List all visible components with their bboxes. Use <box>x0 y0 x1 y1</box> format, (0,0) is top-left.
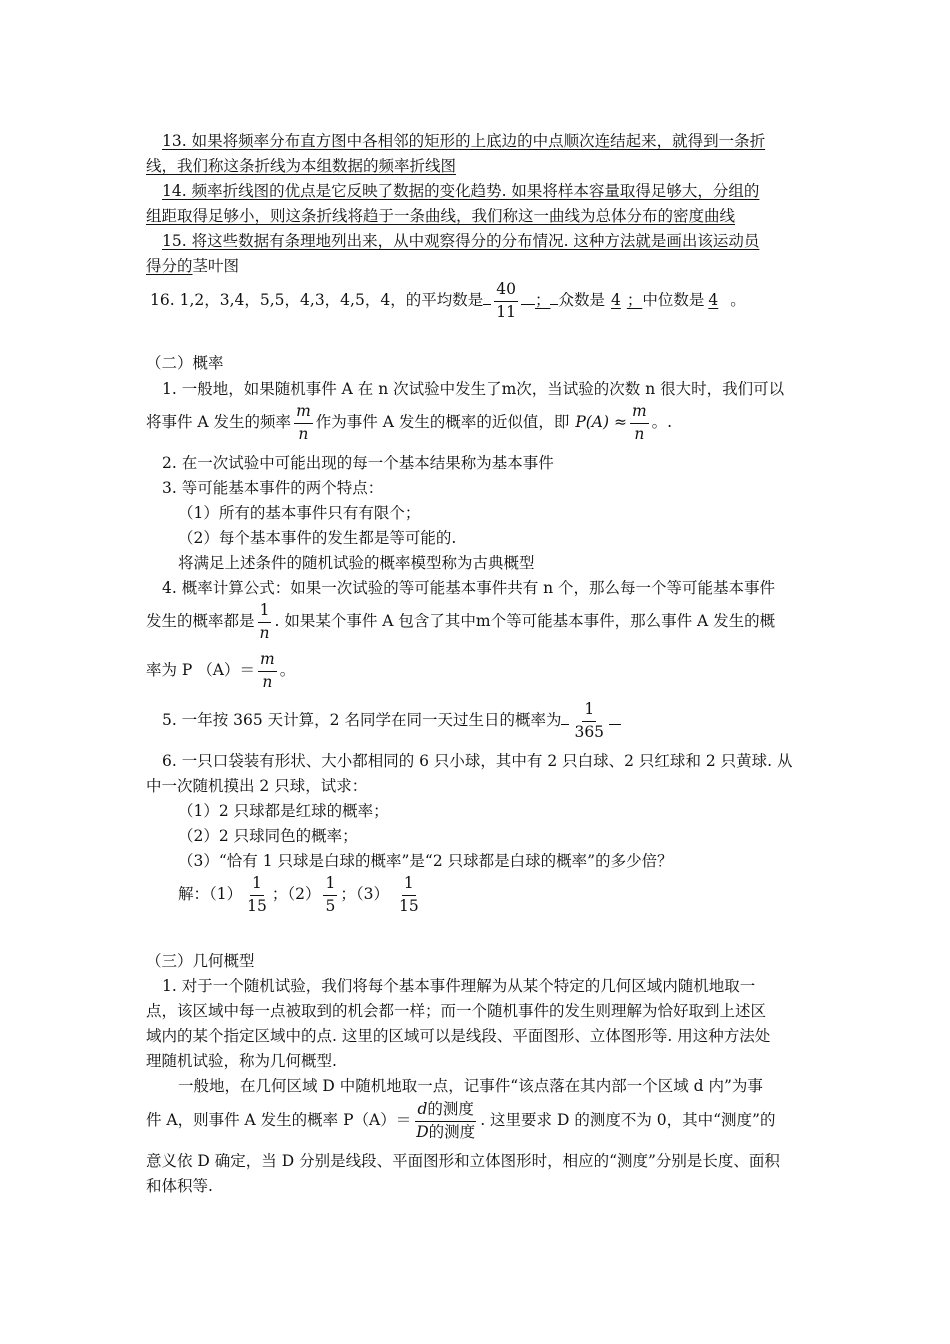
prob-4-formula-lead: 率为 P （A）＝ <box>146 661 255 679</box>
geo-1-line-4 <box>146 1050 337 1072</box>
item-16-lead: 16. 1,2，3,4，5,5，4,3，4,5，4，的平均数是 <box>150 291 484 309</box>
prob-1-text-mid: 作为事件 A 发生的概率的近似值，即 <box>315 413 570 431</box>
prob-6-q2-text: （2）2 只球同色的概率； <box>178 827 358 845</box>
geo-1-text-a: 1. 对于一个随机试验，我们将每个基本事件理解为从某个特定的几何区域内随机地取一 <box>162 977 756 995</box>
median-value: 4 <box>708 291 719 309</box>
birthday-fraction <box>572 702 606 740</box>
answer-2-numerator: 1 <box>323 876 337 896</box>
frequency-fraction <box>294 404 313 442</box>
geo-2-line-2 <box>146 1096 775 1144</box>
prob-2-text: 2. 在一次试验中可能出现的每一个基本结果称为基本事件 <box>162 454 554 472</box>
prob-1-text-lead: 将事件 A 发生的频率 <box>146 413 292 431</box>
geo-1-line-1 <box>162 975 755 997</box>
prob-3-item-1-text: （1）所有的基本事件只有有限个； <box>178 504 421 522</box>
measure-denominator-var: D <box>416 1122 429 1141</box>
item-13-text-a: 13. 如果将频率分布直方图中各相邻的矩形的上底边的中点顺次连结起来，就得到一条折 <box>162 132 766 150</box>
geo-2-text-a: 一般地，在几何区域 D 中随机地取一点，记事件“该点落在其内部一个区域 d 内”为事 <box>178 1077 763 1095</box>
geometry-heading-text: （三）几何概型 <box>146 952 255 970</box>
geo-2-formula-lead: 件 A，则事件 A 发生的概率 P（A）＝ <box>146 1111 412 1129</box>
item-16-line <box>150 280 746 320</box>
item-15-text-b-underlined: 得分的 <box>146 257 193 275</box>
prob-1-line-2 <box>146 400 672 444</box>
geo-2-text-d: 和体积等. <box>146 1177 213 1195</box>
approx-fraction <box>630 404 649 442</box>
prob-5-line <box>162 698 621 742</box>
prob-6-text-b: 中一次随机摸出 2 只球，试求： <box>146 777 368 795</box>
prob-3-line <box>162 477 383 499</box>
answer-3-numerator: 1 <box>402 876 416 896</box>
approx-numerator: m <box>630 404 649 424</box>
geo-1-text-d: 理随机试验，称为几何概型. <box>146 1052 337 1070</box>
geo-1-line-2 <box>146 1000 766 1022</box>
birthday-numerator: 1 <box>582 702 596 722</box>
prob-1-text-a: 1. 一般地，如果随机事件 A 在 n 次试验中发生了m次，当试验的次数 n 很大时，我们可以 <box>162 380 785 398</box>
median-label: 中位数是 <box>642 291 705 309</box>
measure-numerator-var: d <box>417 1100 428 1118</box>
measure-denominator-word: 的测度 <box>428 1122 476 1141</box>
prob-3-item-2-text: （2）每个基本事件的发生都是等可能的. <box>178 529 457 547</box>
equal-prob-numerator: 1 <box>258 603 272 623</box>
birthday-denominator: 365 <box>574 722 605 741</box>
geo-1-line-3 <box>146 1025 770 1047</box>
prob-6-q1-text: （1）2 只球都是红球的概率； <box>178 802 389 820</box>
answer-2-denominator: 5 <box>325 896 336 915</box>
section-geometry-heading <box>146 950 255 972</box>
mode-label: 众数是 <box>558 291 605 309</box>
prob-6-line-2 <box>146 775 367 797</box>
prob-4-text-rest: . 如果某个事件 A 包含了其中m个等可能基本事件，那么事件 A 发生的概 <box>274 612 776 630</box>
prob-1-line-1 <box>162 378 784 400</box>
answer-sep-1: ；（2） <box>271 885 321 903</box>
geo-2-line-1 <box>178 1075 763 1097</box>
item-14-text-a: 14. 频率折线图的优点是它反映了数据的变化趋势. 如果将样本容量取得足够大，分组的 <box>162 182 760 200</box>
prob-5-text: 5. 一年按 365 天计算，2 名同学在同一天过生日的概率为 <box>162 711 562 729</box>
answer-1-fraction <box>245 876 269 914</box>
prob-1-pa: P(A) ≈ <box>575 413 627 431</box>
equal-prob-fraction <box>258 603 272 641</box>
prob-2-line <box>162 452 554 474</box>
prob-6-question-1 <box>178 800 389 822</box>
probability-heading-text: （二）概率 <box>146 354 224 372</box>
item-14-text-b: 组距取得足够小，则这条折线将趋于一条曲线，我们称这一曲线为总体分布的密度曲线 <box>146 207 736 225</box>
classical-numerator: m <box>258 652 277 672</box>
approx-denominator: n <box>634 424 645 443</box>
geo-2-text-c: 意义依 D 确定，当 D 分别是线段、平面图形和立体图形时，相应的“测度”分别是长度、面积 <box>146 1152 780 1170</box>
answer-3-fraction <box>397 876 421 914</box>
prob-3-item-2 <box>178 527 456 549</box>
geo-2-text-rest: . 这里要求 D 的测度不为 0，其中“测度”的 <box>480 1111 776 1129</box>
geo-1-text-c: 域内的某个指定区域中的点. 这里的区域可以是线段、平面图形、立体图形等. 用这种方法处 <box>146 1027 771 1045</box>
answer-1-numerator: 1 <box>250 876 264 896</box>
section-probability-heading <box>146 352 224 374</box>
answer-sep-2: ；（3） <box>340 885 389 903</box>
classical-denominator: n <box>262 672 273 691</box>
prob-4-text-a: 4. 概率计算公式：如果一次试验的等可能基本事件共有 n 个，那么每一个等可能基本事件 <box>162 579 776 597</box>
equal-prob-denominator: n <box>259 623 270 642</box>
geo-2-line-3 <box>146 1150 780 1172</box>
mode-value: 4 <box>610 291 621 309</box>
measure-denominator <box>414 1122 477 1141</box>
item-15-line-2 <box>146 255 239 277</box>
prob-3-summary <box>178 552 535 574</box>
prob-3-item-1 <box>178 502 420 524</box>
measure-numerator-word: 的测度 <box>427 1100 474 1118</box>
answer-2-fraction <box>323 876 337 914</box>
prob-6-text-a: 6. 一只口袋装有形状、大小都相同的 6 只小球，其中有 2 只白球、2 只红球和 2 只黄球. 从 <box>162 752 793 770</box>
prob-6-answer <box>178 872 424 916</box>
item-16-sep-1: ； <box>534 291 551 309</box>
prob-4-text-lead: 发生的概率都是 <box>146 612 255 630</box>
mean-numerator: 40 <box>494 282 518 302</box>
item-13-text-b: 线，我们称这条折线为本组数据的频率折线图 <box>146 157 457 175</box>
item-15-line-1 <box>162 230 759 252</box>
prob-3-summary-text: 将满足上述条件的随机试验的概率模型称为古典概型 <box>178 554 535 572</box>
item-14-line-2 <box>146 205 735 227</box>
frequency-numerator: m <box>294 404 313 424</box>
measure-fraction <box>414 1102 477 1140</box>
prob-6-question-2 <box>178 825 358 847</box>
geo-1-text-b: 点，该区域中每一点被取到的机会都一样；而一个随机事件的发生则理解为恰好取到上述区 <box>146 1002 767 1020</box>
item-13-line-1 <box>162 130 765 152</box>
measure-numerator <box>415 1102 475 1122</box>
prob-4-line-3 <box>146 648 295 692</box>
item-14-line-1 <box>162 180 759 202</box>
prob-6-q3-text: （3）“恰有 1 只球是白球的概率”是“2 只球都是白球的概率”的多少倍？ <box>178 852 673 870</box>
answer-lead: 解：（1） <box>178 885 243 903</box>
answer-1-denominator: 15 <box>247 896 267 915</box>
item-15-text-a: 15. 将这些数据有条理地列出来，从中观察得分的分布情况. 这种方法就是画出该运动员 <box>162 232 760 250</box>
frequency-denominator: n <box>298 424 309 443</box>
prob-4-line-1 <box>162 577 775 599</box>
prob-1-end: 。. <box>651 413 673 431</box>
prob-3-text: 3. 等可能基本事件的两个特点： <box>162 479 384 497</box>
mean-fraction <box>494 282 518 320</box>
item-16-sep-2: ； <box>626 291 643 309</box>
classical-prob-fraction <box>258 652 277 690</box>
item-16-end: 。 <box>730 291 746 309</box>
prob-4-formula-end: 。 <box>279 661 296 679</box>
geo-2-line-4 <box>146 1175 213 1197</box>
prob-4-line-2 <box>146 599 775 643</box>
answer-3-denominator: 15 <box>398 896 419 915</box>
prob-6-line-1 <box>162 750 793 772</box>
item-13-line-2 <box>146 155 456 177</box>
mean-denominator: 11 <box>496 302 516 321</box>
item-15-text-b-rest: 茎叶图 <box>192 257 240 275</box>
prob-6-question-3 <box>178 850 673 872</box>
